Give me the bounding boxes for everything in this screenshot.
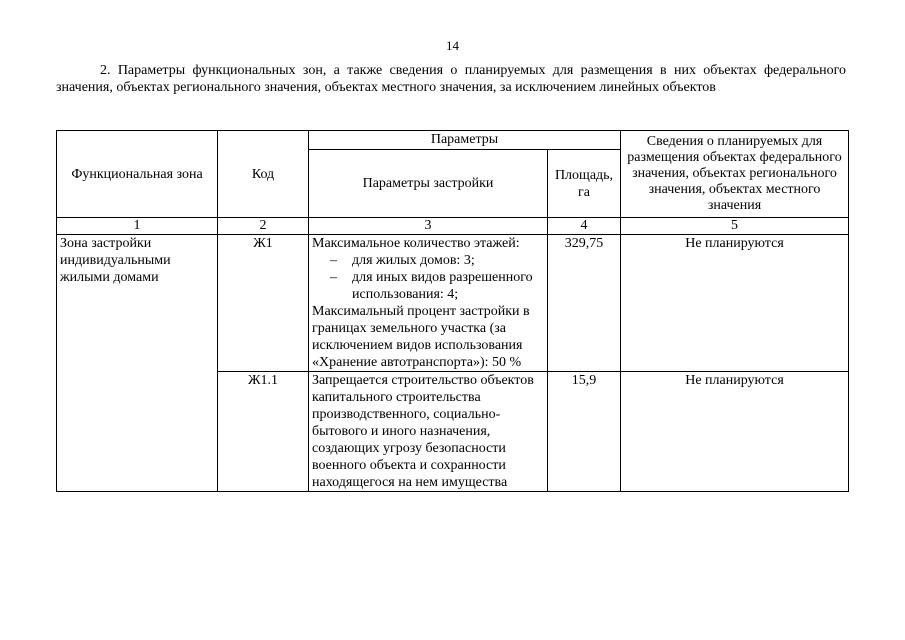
header-code: Код [218,131,309,218]
planned-cell: Не планируются [621,235,849,372]
functional-zones-table [56,130,849,492]
column-number: 5 [621,218,849,235]
code-cell: Ж1.1 [218,372,309,492]
column-number: 4 [548,218,621,235]
params-list [312,252,544,303]
zone-name-cell: Зона застройки индивидуальными жилыми домами [57,235,218,492]
column-number: 1 [57,218,218,235]
build-params-cell [309,235,548,372]
column-number: 3 [309,218,548,235]
area-cell: 15,9 [548,372,621,492]
header-build-params: Параметры застройки [309,150,548,218]
header-planned: Сведения о планируемых для размещения объектах федерального значения, объектах регионального значения, объектах местного значения [621,131,849,218]
planned-cell: Не планируются [621,372,849,492]
section-heading: 2. Параметры функциональных зон, а также сведения о планируемых для размещения в них объектах федерального значения, объектах регионального значения, объектах местного значения, за исключением линейных объектов [56,63,846,95]
area-cell: 329,75 [548,235,621,372]
params-list-item: – для иных видов разрешенного использования: 4; [352,269,544,303]
table-row [57,235,849,372]
page-number: 14 [446,38,459,53]
header-zone: Функциональная зона [57,131,218,218]
header-params-group: Параметры [309,131,621,150]
params-intro: Максимальное количество этажей: [312,236,520,251]
column-numbers-row [57,218,849,235]
params-outro: Максимальный процент застройки в границах земельного участка (за исключением видов использования «Хранение автотранспорта»): 50 % [312,304,530,370]
build-params-cell: Запрещается строительство объектов капитального строительства производственного, социально-бытового и иного назначения, создающих угрозу безопасности военного объекта и сохранности находящегося на нем имущества [309,372,548,492]
column-number: 2 [218,218,309,235]
header-area: Площадь, га [548,150,621,218]
params-list-item: – для жилых домов: 3; [352,252,544,269]
code-cell: Ж1 [218,235,309,372]
